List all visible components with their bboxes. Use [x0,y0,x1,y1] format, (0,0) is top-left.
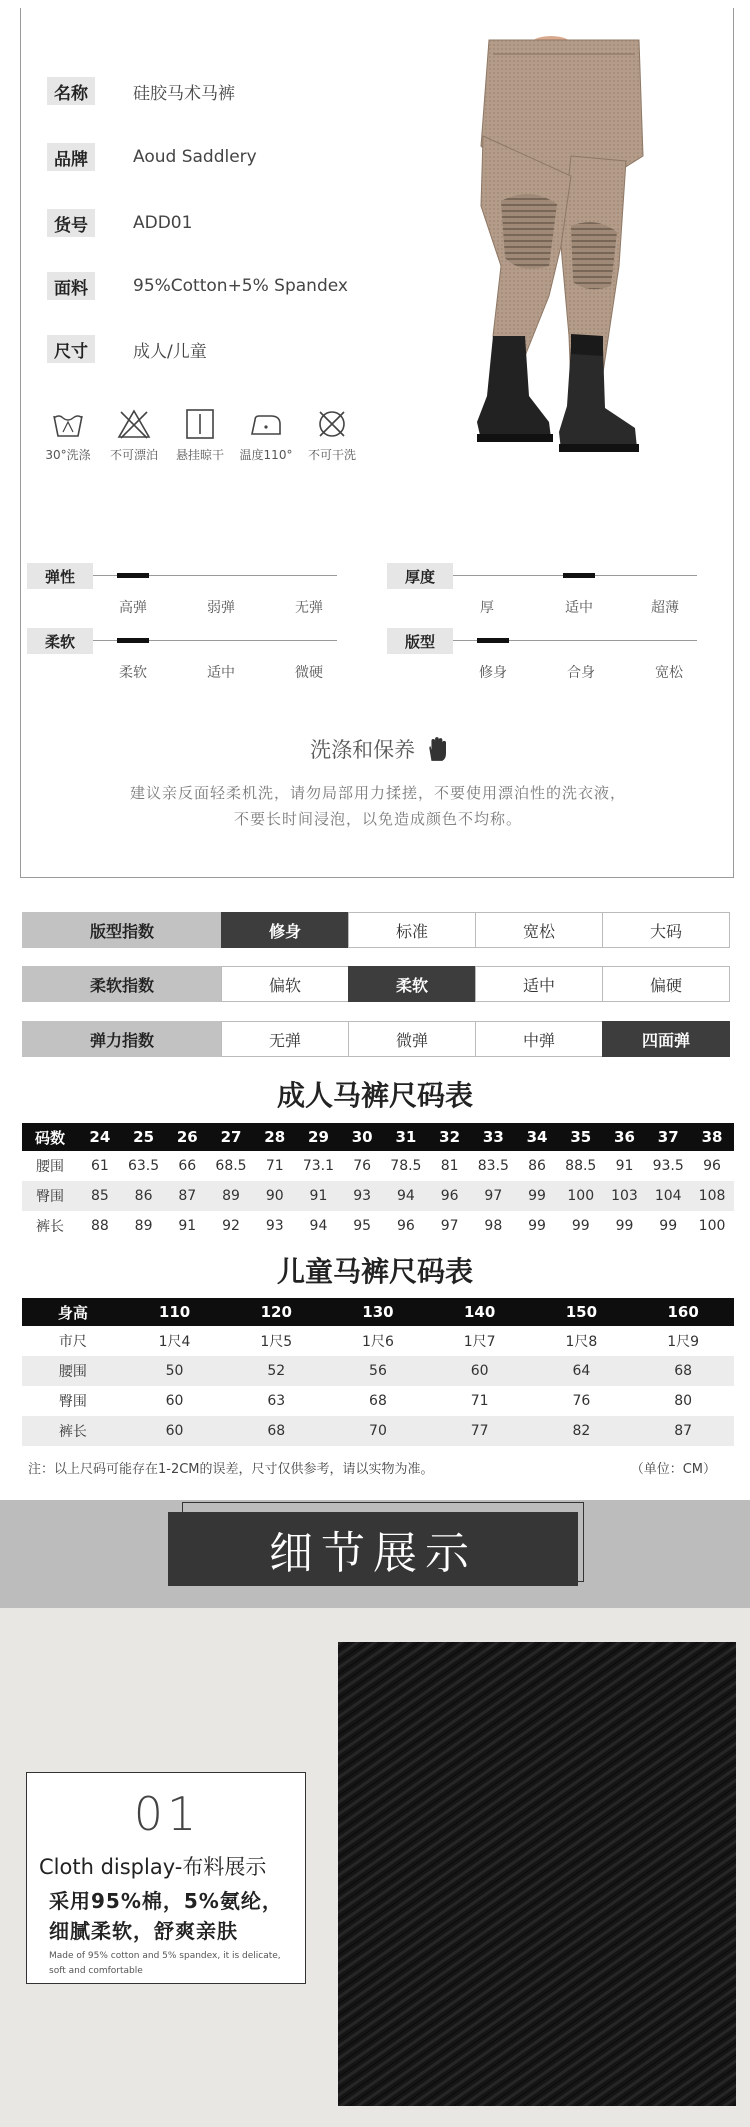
table-cell: 1尺4 [158,1334,191,1350]
table-cell: 裤长 [22,1416,124,1446]
wash-text-line: 不要长时间浸泡，以免造成颜色不均称。 [233,810,522,828]
care-item [37,408,99,463]
adult-size-title: 成人马裤尺码表 [276,1079,473,1112]
spec-row-name [47,76,235,106]
spec-value: 95%Cotton+5% Spandex [133,276,348,296]
table-cell: 腰围 [36,1159,64,1175]
no-dry-clean-icon [315,408,349,440]
table-header-cell: 34 [515,1123,559,1151]
scale-thickness [387,563,697,623]
scale-option: 适中 [565,600,593,616]
index-option: 柔软 [348,966,476,1002]
scale-marker [477,638,509,643]
table-header-row [22,1123,734,1151]
fabric-texture [338,1642,736,2106]
table-cell: 97 [471,1181,515,1211]
table-header-cell: 37 [646,1123,690,1151]
table-cell: 1尺9 [667,1334,700,1350]
scale-fit [387,628,697,688]
index-option: 四面弹 [602,1021,730,1057]
table-cell: 93 [340,1181,384,1211]
table-cell: 81 [440,1158,459,1174]
scale-marker [117,573,149,578]
spec-row-fabric [47,271,348,301]
index-row-elasticity [22,1021,734,1057]
index-option: 标准 [348,912,476,948]
scale-option: 超薄 [651,600,679,616]
scale-option: 宽松 [655,665,683,681]
index-option: 宽松 [475,912,603,948]
table-cell: 83.5 [477,1158,509,1174]
table-cell: 臀围 [58,1394,87,1410]
table-header-cell: 31 [384,1123,428,1151]
table-cell: 61 [90,1158,109,1174]
table-header-cell: 29 [297,1123,341,1151]
table-row [22,1356,734,1386]
cloth-desc-line: 采用95%棉，5%氨纶， [49,1889,283,1913]
scale-label: 弹性 [27,563,93,589]
scale-marker [563,573,595,578]
table-cell: 100 [559,1181,603,1211]
scale-elasticity [27,563,337,623]
table-cell: 87 [632,1416,734,1446]
table-cell: 86 [528,1158,546,1174]
table-cell: 93.5 [652,1158,684,1174]
cloth-desc-en: Made of 95% cotton and 5% spandex, it is delicate, soft and comfortable [49,1951,281,1976]
spec-value: ADD01 [133,213,193,233]
table-cell: 89 [134,1218,153,1234]
table-cell: 93 [265,1218,284,1234]
table-header-cell: 24 [78,1123,122,1151]
table-cell: 64 [531,1356,633,1386]
care-label: 温度110° [239,448,293,462]
index-option: 修身 [221,912,349,948]
table-cell: 71 [470,1393,489,1409]
index-option: 微弹 [348,1021,476,1057]
table-header-cell: 38 [690,1123,734,1151]
table-cell: 91 [178,1218,197,1234]
scale-label: 柔软 [27,628,93,654]
spec-label: 货号 [47,209,95,237]
fabric-closeup-image [338,1642,736,2106]
scale-option: 弱弹 [207,600,235,616]
table-cell: 100 [698,1218,726,1234]
index-option: 适中 [475,966,603,1002]
care-label: 30°洗涤 [45,448,91,462]
care-item [103,408,165,463]
iron-110-icon [249,408,283,440]
cloth-display-card [26,1772,306,1984]
table-header-cell: 130 [327,1298,429,1326]
spec-label: 名称 [47,77,95,105]
table-row [22,1386,734,1416]
table-cell: 88 [90,1218,109,1234]
table-cell: 99 [659,1218,678,1234]
table-row [22,1211,734,1241]
table-cell: 1尺7 [463,1334,496,1350]
index-row-softness [22,966,734,1002]
index-option: 无弹 [221,1021,349,1057]
table-cell: 78.5 [390,1158,422,1174]
table-cell: 71 [265,1158,284,1174]
wash-title [21,734,735,766]
table-cell: 70 [327,1416,429,1446]
table-cell: 99 [615,1218,634,1234]
care-label: 悬挂晾干 [175,448,224,462]
table-cell: 68 [632,1356,734,1386]
scale-option: 适中 [207,665,235,681]
table-header-cell: 36 [603,1123,647,1151]
table-cell: 66 [178,1158,197,1174]
scale-option: 微硬 [295,665,323,681]
table-cell: 99 [571,1218,590,1234]
index-label: 版型指数 [22,912,222,948]
no-bleach-icon [117,408,151,440]
table-header-cell: 身高 [22,1298,124,1326]
table-header-cell: 33 [471,1123,515,1151]
cloth-number: 01 [133,1787,201,1841]
table-cell: 95 [353,1218,372,1234]
table-cell: 56 [327,1356,429,1386]
spec-row-size [47,334,207,364]
scale-option: 修身 [479,665,507,681]
table-row [22,1326,734,1356]
table-header-cell: 码数 [22,1123,78,1151]
table-row [22,1181,734,1211]
table-cell: 91 [615,1158,634,1174]
wash-30-icon [51,408,85,440]
table-row [22,1416,734,1446]
table-cell: 52 [225,1356,327,1386]
table-header-cell: 30 [340,1123,384,1151]
spec-row-brand [47,142,257,172]
table-cell: 76 [572,1393,591,1409]
index-row-fit [22,912,734,948]
care-item [169,408,231,463]
care-item [235,408,297,463]
unit-note: （单位：CM） [630,1462,716,1477]
kids-size-table [22,1298,734,1446]
care-label: 不可干洗 [307,448,356,462]
table-cell: 96 [703,1158,721,1174]
table-header-cell: 140 [429,1298,531,1326]
kids-size-title: 儿童马裤尺码表 [276,1255,473,1288]
table-cell: 60 [429,1356,531,1386]
hang-dry-icon [183,408,217,440]
index-label: 弹力指数 [22,1021,222,1057]
table-cell: 88.5 [565,1158,597,1174]
spec-label: 品牌 [47,143,95,171]
cloth-name: Cloth display-布料展示 [39,1855,267,1879]
table-header-cell: 28 [253,1123,297,1151]
spec-label: 面料 [47,272,95,300]
cloth-desc-line: 细腻柔软，舒爽亲肤 [49,1919,238,1943]
index-option: 大码 [602,912,730,948]
table-cell: 108 [690,1181,734,1211]
scale-label: 厚度 [387,563,453,589]
table-cell: 68.5 [215,1158,247,1174]
index-option: 中弹 [475,1021,603,1057]
table-cell: 104 [646,1181,690,1211]
table-cell: 99 [528,1218,546,1234]
table-cell: 91 [297,1181,341,1211]
table-cell: 87 [165,1181,209,1211]
care-label: 不可漂泊 [109,448,158,462]
table-cell: 103 [603,1181,647,1211]
product-info-card [20,8,734,878]
table-cell: 68 [369,1393,387,1409]
table-header-cell: 150 [531,1298,633,1326]
scale-option: 无弹 [295,600,323,616]
spec-label: 尺寸 [47,335,95,363]
table-cell: 94 [309,1218,328,1234]
table-cell: 92 [222,1218,240,1234]
table-header-cell: 26 [165,1123,209,1151]
table-header-cell: 35 [559,1123,603,1151]
table-cell: 1尺8 [565,1334,598,1350]
spec-value: 硅胶马术马裤 [133,83,235,104]
table-cell: 73.1 [302,1158,335,1174]
scale-marker [117,638,149,643]
care-icons [37,408,363,463]
index-option: 偏硬 [602,966,730,1002]
hand-icon [426,737,446,766]
table-header-row [22,1298,734,1326]
table-cell: 60 [124,1416,226,1446]
scale-option: 柔软 [119,665,147,681]
product-image [421,36,681,466]
table-cell: 腰围 [22,1356,124,1386]
table-cell: 80 [674,1393,693,1409]
table-cell: 裤长 [36,1219,64,1235]
spec-row-sku [47,208,192,238]
breeches-illustration [421,36,681,466]
table-cell: 60 [165,1393,184,1409]
scale-option: 高弹 [119,600,147,616]
scale-softness [27,628,337,688]
wash-text-line: 建议亲反面轻柔机洗，请勿局部用力揉搓，不要使用漂泊性的洗衣液， [129,784,626,802]
index-label: 柔软指数 [22,966,222,1002]
scale-label: 版型 [387,628,453,654]
table-cell: 99 [515,1181,559,1211]
table-header-cell: 160 [632,1298,734,1326]
spec-value: 成人/儿童 [133,341,207,362]
table-cell: 96 [396,1218,415,1234]
table-header-cell: 32 [428,1123,472,1151]
table-cell: 50 [124,1356,226,1386]
table-header-cell: 110 [124,1298,226,1326]
table-cell: 89 [209,1181,253,1211]
table-cell: 1尺5 [260,1334,293,1350]
table-cell: 97 [440,1218,459,1234]
table-cell: 98 [484,1218,503,1234]
table-header-cell: 25 [122,1123,166,1151]
table-cell: 臀围 [22,1181,78,1211]
table-cell: 96 [428,1181,472,1211]
spec-value: Aoud Saddlery [133,147,257,167]
table-cell: 77 [429,1416,531,1446]
table-cell: 市尺 [58,1334,87,1350]
table-header-cell: 120 [225,1298,327,1326]
wash-title-text: 洗涤和保养 [310,738,416,762]
size-note: 注：以上尺码可能存在1-2CM的误差，尺寸仅供参考，请以实物为准。 [28,1462,434,1477]
table-row [22,1151,734,1181]
table-cell: 63 [267,1393,286,1409]
table-cell: 85 [78,1181,122,1211]
adult-size-table [22,1123,734,1241]
table-cell: 86 [122,1181,166,1211]
detail-title: 细节展示 [168,1512,578,1586]
scale-option: 厚 [480,600,494,616]
scale-option: 合身 [567,665,595,681]
table-header-cell: 27 [209,1123,253,1151]
table-cell: 68 [225,1416,327,1446]
index-option: 偏软 [221,966,349,1002]
table-cell: 82 [531,1416,633,1446]
table-cell: 90 [253,1181,297,1211]
table-cell: 1尺6 [362,1334,394,1350]
care-item [301,408,363,463]
table-cell: 63.5 [127,1158,160,1174]
table-cell: 76 [353,1158,372,1174]
table-cell: 94 [384,1181,428,1211]
